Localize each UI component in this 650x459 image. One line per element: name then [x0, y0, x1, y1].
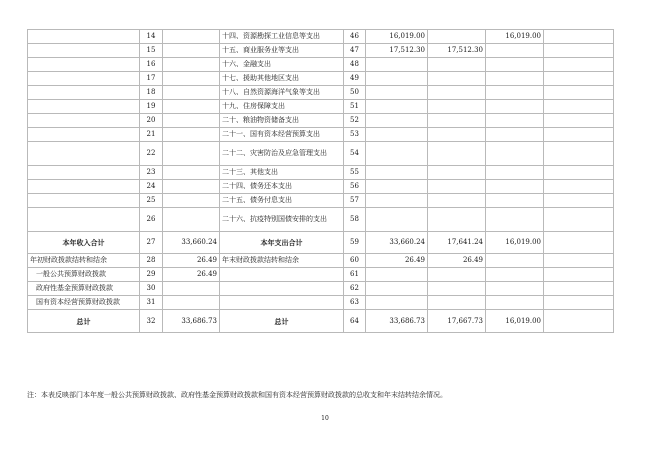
expense-total-cell: 26.49	[366, 254, 428, 268]
expense-state-capital-cell	[544, 208, 614, 232]
expense-label-cell: 十八、自然资源海洋气象等支出	[220, 86, 344, 100]
expense-fund-budget-cell	[486, 166, 544, 180]
income-row-number-cell: 15	[140, 44, 163, 58]
income-label-cell	[28, 30, 140, 44]
expense-fund-budget-cell	[486, 100, 544, 114]
income-amount-cell	[163, 58, 220, 72]
expense-fund-budget-cell	[486, 114, 544, 128]
expense-label-cell	[220, 282, 344, 296]
income-row-number-cell: 31	[140, 296, 163, 310]
expense-total-cell	[366, 72, 428, 86]
expense-label-cell: 年末财政拨款结转和结余	[220, 254, 344, 268]
table-row	[28, 208, 614, 232]
income-label-cell	[28, 100, 140, 114]
table-row	[28, 232, 614, 254]
income-amount-cell	[163, 128, 220, 142]
expense-general-budget-cell	[428, 142, 486, 166]
expense-general-budget-cell	[428, 114, 486, 128]
income-label-cell: 本年收入合计	[28, 232, 140, 254]
table-row	[28, 296, 614, 310]
table-row	[28, 282, 614, 296]
expense-general-budget-cell: 17,667.73	[428, 310, 486, 333]
expense-label-cell: 本年支出合计	[220, 232, 344, 254]
income-label-cell	[28, 166, 140, 180]
income-row-number-cell: 24	[140, 180, 163, 194]
income-amount-cell	[163, 142, 220, 166]
expense-general-budget-cell	[428, 296, 486, 310]
expense-label-cell: 十四、资源勘探工业信息等支出	[220, 30, 344, 44]
expense-fund-budget-cell	[486, 268, 544, 282]
expense-state-capital-cell	[544, 142, 614, 166]
expense-row-number-cell: 57	[344, 194, 366, 208]
expense-state-capital-cell	[544, 44, 614, 58]
income-label-cell	[28, 86, 140, 100]
expense-general-budget-cell	[428, 166, 486, 180]
income-amount-cell	[163, 194, 220, 208]
income-row-number-cell: 27	[140, 232, 163, 254]
expense-row-number-cell: 55	[344, 166, 366, 180]
expense-row-number-cell: 46	[344, 30, 366, 44]
expense-fund-budget-cell	[486, 180, 544, 194]
income-label-cell	[28, 44, 140, 58]
expense-state-capital-cell	[544, 296, 614, 310]
expense-total-cell: 33,660.24	[366, 232, 428, 254]
table-row	[28, 58, 614, 72]
income-label-cell: 总计	[28, 310, 140, 333]
expense-row-number-cell: 64	[344, 310, 366, 333]
expense-state-capital-cell	[544, 194, 614, 208]
income-row-number-cell: 17	[140, 72, 163, 86]
expense-state-capital-cell	[544, 310, 614, 333]
expense-general-budget-cell	[428, 180, 486, 194]
table-row	[28, 180, 614, 194]
expense-label-cell	[220, 268, 344, 282]
expense-total-cell: 33,686.73	[366, 310, 428, 333]
expense-row-number-cell: 47	[344, 44, 366, 58]
income-amount-cell	[163, 30, 220, 44]
expense-fund-budget-cell: 16,019.00	[486, 310, 544, 333]
expense-row-number-cell: 53	[344, 128, 366, 142]
expense-row-number-cell: 50	[344, 86, 366, 100]
expense-label-cell: 十九、住房保障支出	[220, 100, 344, 114]
income-row-number-cell: 19	[140, 100, 163, 114]
expense-total-cell	[366, 100, 428, 114]
income-amount-cell	[163, 72, 220, 86]
income-row-number-cell: 29	[140, 268, 163, 282]
expense-general-budget-cell	[428, 30, 486, 44]
expense-state-capital-cell	[544, 166, 614, 180]
expense-total-cell	[366, 86, 428, 100]
income-amount-cell	[163, 100, 220, 114]
expense-total-cell	[366, 194, 428, 208]
expense-fund-budget-cell	[486, 86, 544, 100]
expense-fund-budget-cell	[486, 296, 544, 310]
income-amount-cell	[163, 180, 220, 194]
expense-fund-budget-cell	[486, 128, 544, 142]
expense-general-budget-cell	[428, 128, 486, 142]
income-row-number-cell: 18	[140, 86, 163, 100]
expense-row-number-cell: 60	[344, 254, 366, 268]
expense-state-capital-cell	[544, 58, 614, 72]
expense-row-number-cell: 62	[344, 282, 366, 296]
table-row	[28, 86, 614, 100]
expense-total-cell	[366, 180, 428, 194]
income-label-cell: 一般公共预算财政拨款	[28, 268, 140, 282]
table-row	[28, 268, 614, 282]
expense-general-budget-cell	[428, 268, 486, 282]
expense-total-cell	[366, 282, 428, 296]
expense-total-cell	[366, 128, 428, 142]
income-amount-cell	[163, 208, 220, 232]
expense-label-cell: 二十四、债务还本支出	[220, 180, 344, 194]
income-amount-cell: 26.49	[163, 268, 220, 282]
income-amount-cell	[163, 114, 220, 128]
expense-label-cell: 二十六、抗疫特别国债安排的支出	[220, 208, 344, 232]
income-label-cell	[28, 128, 140, 142]
income-label-cell: 政府性基金预算财政拨款	[28, 282, 140, 296]
expense-total-cell	[366, 208, 428, 232]
expense-general-budget-cell	[428, 282, 486, 296]
expense-general-budget-cell: 26.49	[428, 254, 486, 268]
expense-general-budget-cell	[428, 100, 486, 114]
expense-row-number-cell: 52	[344, 114, 366, 128]
expense-state-capital-cell	[544, 114, 614, 128]
table-row	[28, 100, 614, 114]
table-body	[28, 30, 614, 333]
expense-general-budget-cell	[428, 86, 486, 100]
expense-state-capital-cell	[544, 282, 614, 296]
budget-table	[27, 29, 614, 333]
expense-state-capital-cell	[544, 180, 614, 194]
table-row	[28, 44, 614, 58]
expense-general-budget-cell	[428, 208, 486, 232]
expense-state-capital-cell	[544, 254, 614, 268]
expense-row-number-cell: 59	[344, 232, 366, 254]
table-row	[28, 128, 614, 142]
expense-label-cell: 二十一、国有资本经营预算支出	[220, 128, 344, 142]
expense-label-cell	[220, 296, 344, 310]
income-label-cell	[28, 58, 140, 72]
expense-row-number-cell: 58	[344, 208, 366, 232]
income-label-cell	[28, 72, 140, 86]
expense-state-capital-cell	[544, 268, 614, 282]
table-row	[28, 114, 614, 128]
income-label-cell	[28, 194, 140, 208]
income-row-number-cell: 20	[140, 114, 163, 128]
expense-fund-budget-cell	[486, 44, 544, 58]
expense-fund-budget-cell	[486, 194, 544, 208]
table-row	[28, 30, 614, 44]
expense-state-capital-cell	[544, 72, 614, 86]
expense-state-capital-cell	[544, 128, 614, 142]
footnote: 注：本表反映部门本年度一般公共预算财政拨款、政府性基金预算财政拨款和国有资本经营预算财政拨款的总收支和年末结转结余情况。	[27, 391, 447, 399]
expense-total-cell: 16,019.00	[366, 30, 428, 44]
expense-fund-budget-cell	[486, 282, 544, 296]
expense-total-cell: 17,512.30	[366, 44, 428, 58]
expense-fund-budget-cell: 16,019.00	[486, 30, 544, 44]
expense-label-cell: 二十、粮油物资储备支出	[220, 114, 344, 128]
expense-row-number-cell: 48	[344, 58, 366, 72]
income-amount-cell: 33,686.73	[163, 310, 220, 333]
income-amount-cell: 26.49	[163, 254, 220, 268]
income-row-number-cell: 22	[140, 142, 163, 166]
income-amount-cell	[163, 44, 220, 58]
table-row	[28, 194, 614, 208]
expense-row-number-cell: 61	[344, 268, 366, 282]
income-row-number-cell: 23	[140, 166, 163, 180]
expense-general-budget-cell	[428, 194, 486, 208]
expense-row-number-cell: 54	[344, 142, 366, 166]
table-row	[28, 166, 614, 180]
expense-label-cell: 十五、商业服务业等支出	[220, 44, 344, 58]
expense-general-budget-cell: 17,641.24	[428, 232, 486, 254]
expense-label-cell: 总计	[220, 310, 344, 333]
income-label-cell: 国有资本经营预算财政拨款	[28, 296, 140, 310]
expense-total-cell	[366, 296, 428, 310]
expense-label-cell: 十七、援助其他地区支出	[220, 72, 344, 86]
income-label-cell	[28, 142, 140, 166]
expense-fund-budget-cell	[486, 72, 544, 86]
income-row-number-cell: 28	[140, 254, 163, 268]
income-amount-cell	[163, 282, 220, 296]
table-row	[28, 142, 614, 166]
expense-fund-budget-cell	[486, 208, 544, 232]
income-amount-cell	[163, 166, 220, 180]
expense-label-cell: 二十三、其他支出	[220, 166, 344, 180]
income-amount-cell	[163, 296, 220, 310]
income-label-cell	[28, 180, 140, 194]
page-number: 10	[321, 415, 329, 422]
expense-label-cell: 二十二、灾害防治及应急管理支出	[220, 142, 344, 166]
income-row-number-cell: 14	[140, 30, 163, 44]
expense-fund-budget-cell: 16,019.00	[486, 232, 544, 254]
expense-row-number-cell: 51	[344, 100, 366, 114]
income-label-cell: 年初财政拨款结转和结余	[28, 254, 140, 268]
income-row-number-cell: 30	[140, 282, 163, 296]
expense-general-budget-cell	[428, 58, 486, 72]
income-row-number-cell: 16	[140, 58, 163, 72]
expense-state-capital-cell	[544, 30, 614, 44]
expense-fund-budget-cell	[486, 142, 544, 166]
table-row	[28, 254, 614, 268]
income-amount-cell: 33,660.24	[163, 232, 220, 254]
income-row-number-cell: 26	[140, 208, 163, 232]
table-row	[28, 310, 614, 333]
expense-row-number-cell: 49	[344, 72, 366, 86]
expense-state-capital-cell	[544, 86, 614, 100]
expense-fund-budget-cell	[486, 254, 544, 268]
income-label-cell	[28, 208, 140, 232]
income-row-number-cell: 32	[140, 310, 163, 333]
expense-label-cell: 十六、金融支出	[220, 58, 344, 72]
income-row-number-cell: 21	[140, 128, 163, 142]
income-amount-cell	[163, 86, 220, 100]
expense-total-cell	[366, 58, 428, 72]
expense-state-capital-cell	[544, 232, 614, 254]
expense-total-cell	[366, 166, 428, 180]
expense-label-cell: 二十五、债务付息支出	[220, 194, 344, 208]
expense-general-budget-cell: 17,512.30	[428, 44, 486, 58]
income-row-number-cell: 25	[140, 194, 163, 208]
expense-total-cell	[366, 114, 428, 128]
expense-row-number-cell: 63	[344, 296, 366, 310]
table-row	[28, 72, 614, 86]
expense-general-budget-cell	[428, 72, 486, 86]
expense-total-cell	[366, 268, 428, 282]
expense-row-number-cell: 56	[344, 180, 366, 194]
expense-total-cell	[366, 142, 428, 166]
expense-state-capital-cell	[544, 100, 614, 114]
expense-fund-budget-cell	[486, 58, 544, 72]
income-label-cell	[28, 114, 140, 128]
